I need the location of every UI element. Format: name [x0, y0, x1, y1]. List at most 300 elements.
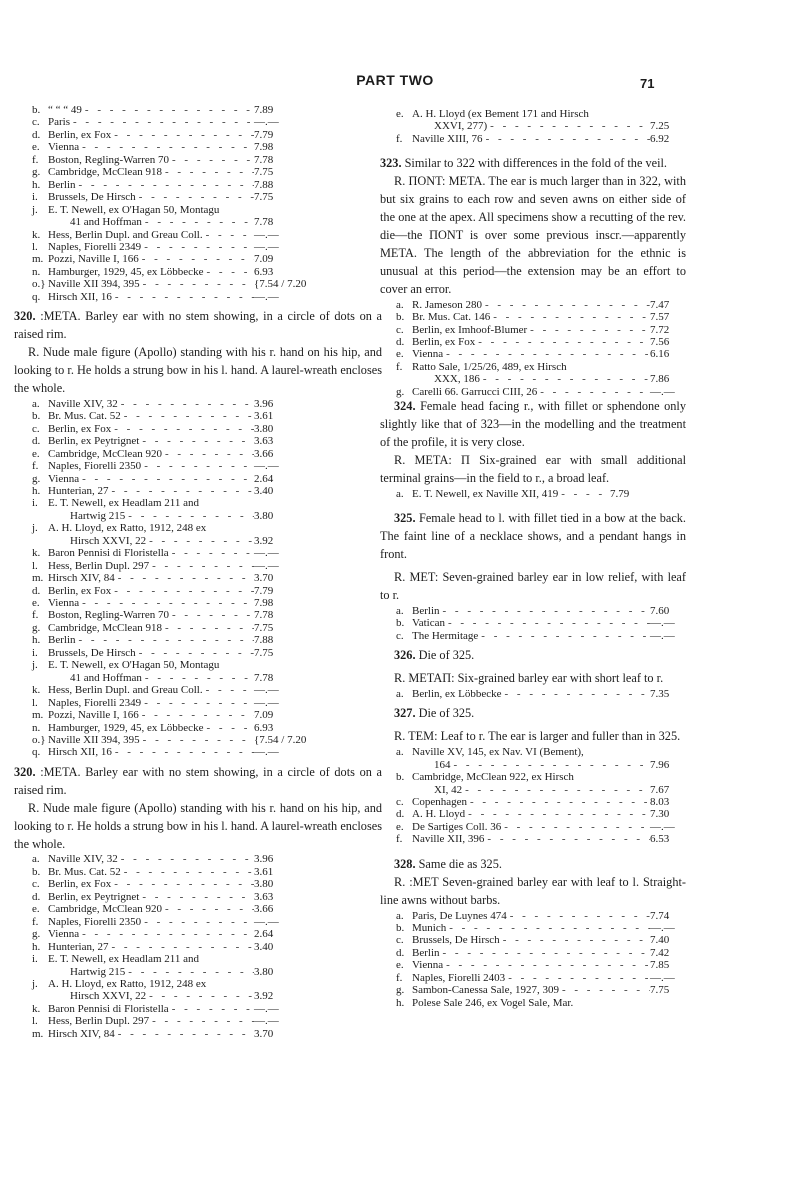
specimen-entry: [380, 311, 684, 323]
specimen-source: 41 and Hoffman: [70, 671, 142, 684]
specimen-entry: [380, 984, 684, 996]
specimen-letter: a.: [396, 687, 404, 700]
specimen-source: Vienna: [412, 959, 444, 972]
specimen-source: Br. Mus. Cat. 146: [412, 311, 491, 324]
specimen-letter: f.: [396, 833, 403, 846]
specimen-source: Br. Mus. Cat. 52: [48, 410, 121, 423]
specimen-entry: [14, 634, 288, 646]
specimen-entry: [14, 928, 288, 940]
specimen-source: Hamburger, 1929, 45, ex Löbbecke: [48, 721, 204, 734]
specimen-weight: 7.67: [650, 783, 670, 796]
specimen-entry-continued: [380, 373, 684, 385]
specimen-source: Ratto Sale, 1/25/26, 489, ex Hirsch: [412, 360, 567, 373]
specimen-letter: a.: [396, 487, 404, 500]
specimen-source: Hess, Berlin Dupl. 297: [48, 559, 150, 572]
specimen-weight: 6.53: [650, 833, 670, 846]
leader-dots: [440, 605, 651, 617]
specimen-letter: j.: [32, 522, 38, 535]
specimen-source: Vatican: [412, 617, 445, 630]
specimen-letter: k.: [32, 547, 41, 560]
specimen-letter: j.: [32, 203, 38, 216]
specimen-entry-continued: [14, 535, 288, 547]
specimen-source: Hartwig 215: [70, 509, 126, 522]
specimen-entry: [380, 808, 684, 820]
specimen-source: Boston, Regling-Warren 70: [48, 609, 170, 622]
specimen-source: “ “ “ 49: [48, 104, 82, 116]
leader-dots: [136, 191, 254, 203]
specimen-source: Boston, Regling-Warren 70: [48, 153, 170, 166]
catalogue-number: 325.: [394, 511, 419, 526]
specimen-letter: o.}: [32, 278, 46, 291]
leader-dots: [146, 990, 254, 1002]
description-paragraph: [380, 398, 686, 452]
catalogue-number: 320.: [14, 309, 41, 324]
specimen-source: Munich: [412, 921, 447, 934]
specimen-weight: 7.75: [254, 166, 274, 179]
specimen-weight: 7.79: [254, 584, 274, 597]
specimen-source: A. H. Lloyd (ex Bement 171 and Hirsch: [412, 108, 589, 120]
specimen-entry-continued: [14, 216, 288, 228]
leader-dots: [480, 373, 650, 385]
leader-dots: [478, 630, 650, 642]
specimen-letter: j.: [32, 977, 38, 990]
specimen-weight: 7.75: [254, 621, 274, 634]
specimen-letter: g.: [32, 166, 41, 179]
specimen-entry: [14, 878, 288, 890]
specimen-weight: 7.85: [650, 959, 670, 972]
specimen-weight: —.—: [254, 240, 279, 253]
leader-dots: [79, 141, 254, 153]
description-paragraph: [380, 647, 686, 665]
specimen-entry: [380, 922, 684, 934]
specimen-source: Cambridge, McClean 918: [48, 166, 162, 179]
specimen-source: Hirsch XII, 16: [48, 290, 112, 303]
specimen-entry: [14, 609, 288, 621]
specimen-source: Copenhagen: [412, 796, 467, 808]
specimen-source: R. Jameson 280: [412, 298, 482, 311]
specimen-entry: [14, 709, 288, 721]
specimen-letter: m.: [32, 253, 44, 266]
specimen-entry: [14, 585, 288, 597]
leader-dots: [139, 253, 254, 265]
leader-dots: [149, 1015, 254, 1027]
specimen-source: Naville XV, 145, ex Nav. VI (Bement),: [412, 746, 584, 759]
specimen-letter: a.: [32, 397, 40, 410]
specimen-source: Pozzi, Naville I, 166: [48, 253, 139, 266]
specimen-source: Polese Sale 246, ex Vogel Sale, Mar.: [412, 996, 574, 1009]
paragraph-text: R. MET: Seven-grained barley ear in low relief, with leaf to r.: [380, 569, 686, 602]
specimen-weight: 7.78: [254, 153, 274, 166]
leader-dots: [125, 966, 254, 978]
leader-dots: [118, 398, 254, 410]
specimen-source: Naples, Fiorelli 2349: [48, 240, 142, 253]
leader-dots: [136, 647, 254, 659]
specimen-source: Pozzi, Naville I, 166: [48, 709, 139, 722]
specimen-entry: [380, 959, 684, 971]
specimen-weight: 7.47: [650, 298, 670, 311]
specimen-source: Hunterian, 27: [48, 940, 109, 953]
specimen-entry: [14, 410, 288, 422]
specimen-letter: h.: [32, 940, 41, 953]
specimen-weight: 3.40: [254, 940, 274, 953]
catalogue-number: 327.: [394, 706, 419, 721]
specimen-letter: k.: [32, 228, 41, 241]
leader-dots: [505, 972, 650, 984]
specimen-letter: k.: [32, 1002, 41, 1015]
specimen-source: Baron Pennisi di Floristella: [48, 547, 169, 560]
leader-dots: [112, 746, 254, 758]
specimen-source: Cambridge, McClean 920: [48, 903, 162, 916]
specimen-source: Hartwig 215: [70, 965, 126, 978]
specimen-weight: —.—: [254, 559, 279, 572]
leader-dots: [121, 866, 254, 878]
specimen-entry: [14, 978, 288, 990]
specimen-letter: q.: [32, 746, 41, 759]
specimen-weight: 3.92: [254, 534, 274, 547]
specimen-letter: b.: [396, 617, 405, 630]
specimen-letter: e.: [396, 108, 404, 120]
paragraph-text: R. ΠONT: META. The ear is much larger than in 322, with but six grains to each row and seven awns on either side of the one at the apex. All specimens show a recutting of the rev. die—the ΠONT is over some previous inscr.—apparently META. The length of the abbreviation for the ethnic is unusual at this period—the extension may be an effort to cover an error.: [380, 174, 686, 296]
leader-dots: [118, 853, 254, 865]
leader-dots: [139, 435, 254, 447]
description-paragraph: [380, 670, 686, 688]
specimen-letter: b.: [32, 104, 41, 116]
leader-dots: [139, 891, 254, 903]
specimen-letter: d.: [32, 128, 41, 141]
specimen-weight: 7.98: [254, 141, 274, 154]
specimen-entry: [14, 560, 288, 572]
specimen-weight: 3.61: [254, 410, 274, 423]
leader-dots: [502, 688, 651, 700]
specimen-source: Naville XII, 396: [412, 833, 485, 846]
specimen-letter: k.: [32, 684, 41, 697]
description-paragraph: [380, 173, 686, 298]
specimen-letter: b.: [32, 865, 41, 878]
specimen-weight: 7.25: [650, 120, 670, 133]
specimen-letter: b.: [396, 921, 405, 934]
leader-dots: [507, 910, 650, 922]
specimen-source: Berlin, ex Fox: [48, 128, 112, 141]
spacer: [380, 846, 686, 856]
leader-dots: [146, 535, 254, 547]
specimen-letter: d.: [32, 435, 41, 448]
specimen-letter: d.: [32, 890, 41, 903]
specimen-letter: e.: [32, 141, 40, 154]
leader-dots: [111, 585, 254, 597]
left-column: [14, 104, 382, 1040]
specimen-entry: [380, 488, 644, 500]
specimen-entry: [380, 771, 684, 783]
leader-dots: [482, 299, 650, 311]
leader-dots: [490, 311, 650, 323]
specimen-source: Naples, Fiorelli 2350: [48, 915, 142, 928]
specimen-entry-continued: [14, 990, 288, 1002]
description-paragraph: [380, 569, 686, 605]
leader-dots: [115, 1028, 254, 1040]
specimen-entry: [14, 204, 288, 216]
leader-dots: [500, 934, 650, 946]
specimen-weight: 7.74: [650, 909, 670, 922]
specimen-weight: 7.75: [254, 646, 274, 659]
leader-dots: [162, 622, 254, 634]
specimen-entry: [380, 746, 684, 758]
specimen-weight: 7.96: [650, 758, 670, 771]
specimen-source: A. H. Lloyd, ex Ratto, 1912, 248 ex: [48, 977, 207, 990]
specimen-letter: c.: [32, 422, 40, 435]
leader-dots: [462, 784, 650, 796]
specimen-weight: 6.92: [650, 132, 670, 145]
specimen-weight: 6.93: [254, 265, 274, 278]
page-number: 71: [640, 76, 655, 91]
specimen-source: Paris, De Luynes 474: [412, 909, 507, 922]
specimen-weight: —.—: [650, 971, 675, 984]
description-paragraph: [14, 308, 382, 344]
specimen-entry: [14, 266, 288, 278]
specimen-source: Berlin: [48, 178, 76, 191]
leader-dots: [169, 154, 254, 166]
leader-dots: [203, 229, 254, 241]
specimen-weight: 3.61: [254, 865, 274, 878]
specimen-weight: —.—: [650, 820, 675, 833]
specimen-source: Hirsch XII, 16: [48, 746, 112, 759]
specimen-weight: —.—: [254, 915, 279, 928]
specimen-letter: g.: [396, 984, 405, 997]
paragraph-text: Same die as 325.: [418, 856, 502, 871]
specimen-source: Naples, Fiorelli 2403: [412, 971, 506, 984]
specimen-entry: [14, 547, 288, 559]
paragraph-text: R. Nude male figure (Apollo) standing with his r. hand on his hip, and looking to r. He holds a strung bow in his l. hand. A laurel-wreath encloses the whole.: [14, 800, 382, 851]
specimen-entry-continued: [380, 759, 684, 771]
specimen-entry: [14, 866, 288, 878]
leader-dots: [139, 709, 254, 721]
specimen-source: The Hermitage: [412, 629, 479, 642]
specimen-weight: 3.63: [254, 435, 274, 448]
leader-dots: [467, 796, 650, 808]
specimen-weight: —.—: [254, 460, 279, 473]
specimen-source: Br. Mus. Cat. 52: [48, 865, 121, 878]
specimen-source: XXVI, 277): [434, 120, 488, 133]
catalogue-number: 320.: [14, 764, 41, 779]
specimen-source: Berlin, ex Fox: [48, 422, 112, 435]
specimen-weight: —.—: [254, 696, 279, 709]
specimen-weight: 6.16: [650, 348, 670, 361]
leader-dots: [483, 133, 650, 145]
specimen-letter: h.: [396, 996, 405, 1009]
specimen-entry: [14, 448, 288, 460]
leader-dots: [537, 386, 650, 398]
specimen-letter: n.: [32, 721, 41, 734]
paragraph-text: Similar to 322 with differences in the fold of the veil.: [404, 156, 667, 171]
specimen-source: Berlin: [48, 634, 76, 647]
specimen-entry: [14, 697, 288, 709]
specimen-source: A. H. Lloyd: [412, 808, 466, 821]
leader-dots: [443, 348, 650, 360]
leader-dots: [108, 485, 254, 497]
specimen-entry: [14, 154, 288, 166]
specimen-letter: b.: [396, 771, 405, 784]
specimen-letter: h.: [32, 634, 41, 647]
specimen-weight: 6.93: [254, 721, 274, 734]
leader-dots: [121, 410, 254, 422]
specimen-source: Hirsch XIV, 84: [48, 572, 115, 585]
specimen-entry: [14, 722, 288, 734]
specimen-weight: 8.03: [650, 796, 670, 808]
specimen-entry: [14, 229, 288, 241]
catalogue-number: 328.: [394, 856, 419, 871]
leader-dots: [79, 928, 254, 940]
catalogue-number: 326.: [394, 648, 419, 663]
specimen-weight: 2.64: [254, 472, 274, 485]
specimen-letter: d.: [396, 946, 405, 959]
specimen-entry: [14, 485, 288, 497]
specimen-weight: {7.54 / 7.20: [254, 734, 307, 747]
specimen-weight: 7.60: [650, 604, 670, 617]
leader-dots: [501, 821, 650, 833]
leader-dots: [142, 216, 254, 228]
specimen-entry: [14, 116, 288, 128]
specimen-weight: 3.63: [254, 890, 274, 903]
specimen-source: Hirsch XIV, 84: [48, 1027, 115, 1040]
specimen-source: Naville XIV, 32: [48, 853, 118, 866]
specimen-entry: [14, 853, 288, 865]
specimen-letter: n.: [32, 265, 41, 278]
specimen-letter: g.: [32, 472, 41, 485]
specimen-letter: f.: [32, 460, 39, 473]
specimen-letter: a.: [396, 746, 404, 759]
specimen-source: Naples, Fiorelli 2350: [48, 460, 142, 473]
leader-dots: [203, 684, 254, 696]
specimen-source: E. T. Newell, ex O'Hagan 50, Montagu: [48, 659, 220, 672]
specimen-entry: [380, 361, 684, 373]
specimen-letter: f.: [32, 915, 39, 928]
specimen-entry: [380, 688, 684, 700]
specimen-entry: [14, 423, 288, 435]
specimen-letter: e.: [32, 597, 40, 610]
specimen-source: 41 and Hoffman: [70, 216, 142, 229]
specimen-source: Brussels, De Hirsch: [412, 934, 500, 947]
leader-dots: [140, 734, 254, 746]
specimen-entry: [14, 435, 288, 447]
specimen-weight: 7.35: [650, 687, 670, 700]
specimen-entry-continued: [14, 672, 288, 684]
specimen-letter: g.: [32, 621, 41, 634]
specimen-weight: 7.09: [254, 709, 274, 722]
leader-dots: [141, 460, 254, 472]
specimen-source: De Sartiges Coll. 36: [412, 820, 502, 833]
specimen-entry: [14, 522, 288, 534]
leader-dots: [112, 291, 254, 303]
description-paragraph: [380, 705, 686, 723]
leader-dots: [484, 833, 650, 845]
specimen-source: Cambridge, McClean 918: [48, 621, 162, 634]
specimen-weight: 3.92: [254, 990, 274, 1003]
specimen-source: Brussels, De Hirsch: [48, 191, 136, 204]
specimen-weight: 7.78: [254, 216, 274, 229]
specimen-source: Naville XIII, 76: [412, 132, 483, 145]
specimen-weight: —.—: [254, 290, 279, 303]
leader-dots: [169, 1003, 254, 1015]
specimen-entry-continued: [380, 120, 684, 132]
specimen-source: Vienna: [48, 472, 80, 485]
specimen-entry: [380, 108, 684, 120]
specimen-weight: 3.66: [254, 447, 274, 460]
leader-dots: [111, 878, 254, 890]
specimen-entry: [14, 684, 288, 696]
specimen-entry: [14, 179, 288, 191]
specimen-source: Berlin: [412, 604, 440, 617]
specimen-source: Berlin, ex Fox: [48, 878, 112, 891]
specimen-letter: d.: [32, 584, 41, 597]
leader-dots: [70, 116, 254, 128]
specimen-source: XI, 42: [434, 783, 463, 796]
specimen-source: Berlin, ex Peytrignet: [48, 890, 140, 903]
specimen-source: Hunterian, 27: [48, 484, 109, 497]
specimen-source: Hirsch XXVI, 22: [70, 534, 147, 547]
specimen-weight: 3.80: [254, 965, 274, 978]
specimen-weight: 7.78: [254, 671, 274, 684]
specimen-letter: l.: [32, 559, 38, 572]
specimen-entry: [14, 941, 288, 953]
specimen-weight: 3.70: [254, 1027, 274, 1040]
specimen-letter: f.: [396, 132, 403, 145]
specimen-source: Naville XII 394, 395: [48, 278, 140, 291]
specimen-weight: 3.80: [254, 509, 274, 522]
specimen-letter: m.: [32, 1027, 44, 1040]
specimen-entry: [380, 133, 684, 145]
leader-dots: [203, 722, 254, 734]
specimen-weight: 7.98: [254, 597, 274, 610]
description-paragraph: [14, 344, 382, 398]
specimen-letter: o.}: [32, 734, 46, 747]
specimen-source: Berlin, ex Imhoof-Blumer: [412, 323, 528, 336]
paragraph-text: R. METAΠ: Six-grained barley ear with short leaf to r.: [394, 671, 664, 686]
specimen-weight: 3.96: [254, 397, 274, 410]
paragraph-text: Die of 325.: [418, 706, 475, 721]
specimen-letter: d.: [396, 808, 405, 821]
specimen-letter: f.: [32, 609, 39, 622]
specimen-source: 164: [434, 758, 451, 771]
specimen-source: Cambridge, McClean 920: [48, 447, 162, 460]
spacer: [380, 500, 686, 510]
leader-dots: [82, 104, 254, 116]
specimen-source: A. H. Lloyd, ex Ratto, 1912, 248 ex: [48, 522, 207, 535]
leader-dots: [558, 488, 610, 500]
specimen-weight: 7.30: [650, 808, 670, 821]
leader-dots: [141, 241, 254, 253]
leader-dots: [79, 597, 254, 609]
specimen-entry: [14, 647, 288, 659]
specimen-letter: f.: [32, 153, 39, 166]
leader-dots: [559, 984, 650, 996]
specimen-letter: c.: [32, 878, 40, 891]
leader-dots: [141, 697, 254, 709]
specimen-letter: h.: [32, 178, 41, 191]
specimen-letter: c.: [396, 796, 404, 808]
specimen-entry: [14, 1028, 288, 1040]
specimen-weight: 7.89: [254, 104, 274, 116]
leader-dots: [527, 324, 650, 336]
leader-dots: [446, 922, 650, 934]
specimen-weight: —.—: [254, 1015, 279, 1028]
specimen-source: E. T. Newell, ex Headlam 211 and: [48, 953, 199, 966]
specimen-letter: i.: [32, 191, 38, 204]
specimen-source: Berlin, ex Löbbecke: [412, 687, 502, 700]
specimen-entry: [14, 141, 288, 153]
specimen-source: E. T. Newell, ex Naville XII, 419: [412, 487, 559, 500]
paragraph-text: Female head facing r., with fillet or sphendone only slightly like that of 323—in the modelling and the treatment of the profile, it is very close.: [380, 399, 686, 450]
specimen-letter: a.: [396, 298, 404, 311]
leader-dots: [475, 336, 650, 348]
